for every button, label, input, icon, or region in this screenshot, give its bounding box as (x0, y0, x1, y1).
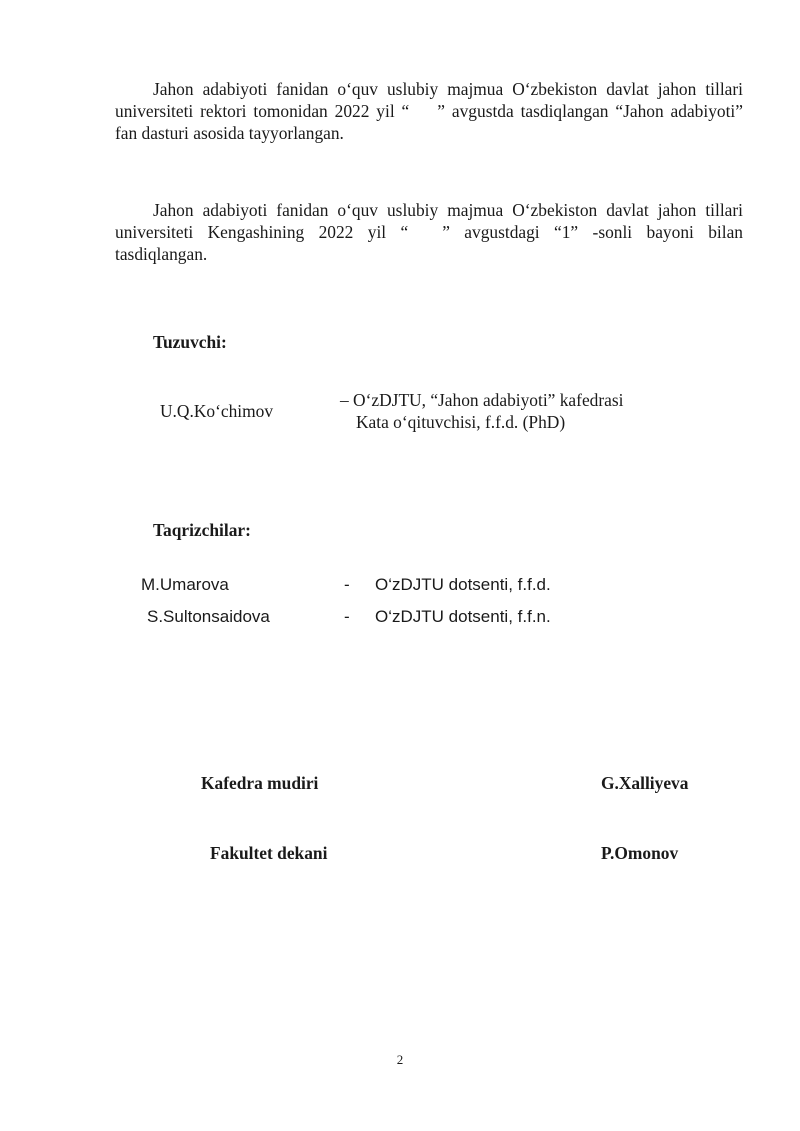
compiler-name: U.Q.Ko‘chimov (160, 401, 274, 421)
reviewer-1-description: O‘zDJTU dotsenti, f.f.d. (375, 575, 551, 594)
compiler-description-line1: – O‘zDJTU, “Jahon adabiyoti” kafedrasi (340, 390, 624, 410)
reviewer-1-dash: - (344, 575, 350, 594)
council-text-start: Jahon adabiyoti fanidan o‘quv uslubiy majmua O‘zbekiston davlat jahon tillari universiteti Kengashining 2022 yil “ (115, 200, 743, 242)
department-head-name: G.Xalliyeva (601, 773, 689, 793)
reviewer-1-name: M.Umarova (141, 575, 229, 594)
dean-title: Fakultet dekani (210, 843, 328, 863)
reviewers-heading: Taqrizchilar: (153, 520, 251, 540)
reviewer-2-name: S.Sultonsaidova (147, 607, 270, 626)
approval-text-end: ” avgustda tasdiqlangan “Jahon adabiyoti” fan dasturi asosida tayyorlangan. (115, 101, 743, 143)
council-paragraph (115, 199, 743, 265)
dean-name: P.Omonov (601, 843, 679, 863)
council-text-end: ” avgustdagi “1” -sonli bayoni bilan tasdiqlangan. (115, 222, 743, 264)
reviewer-2-description: O‘zDJTU dotsenti, f.f.n. (375, 607, 551, 626)
compiler-description-line2: Kata o‘qituvchisi, f.f.d. (PhD) (356, 412, 566, 432)
compiler-heading: Tuzuvchi: (153, 332, 227, 352)
reviewer-2-dash: - (344, 607, 350, 626)
approval-text-start: Jahon adabiyoti fanidan o‘quv uslubiy majmua O‘zbekiston davlat jahon tillari universiteti rektori tomonidan 2022 yil “ (115, 79, 743, 121)
approval-paragraph (115, 78, 743, 144)
department-head-title: Kafedra mudiri (201, 773, 319, 793)
page-number: 2 (396, 1052, 404, 1067)
